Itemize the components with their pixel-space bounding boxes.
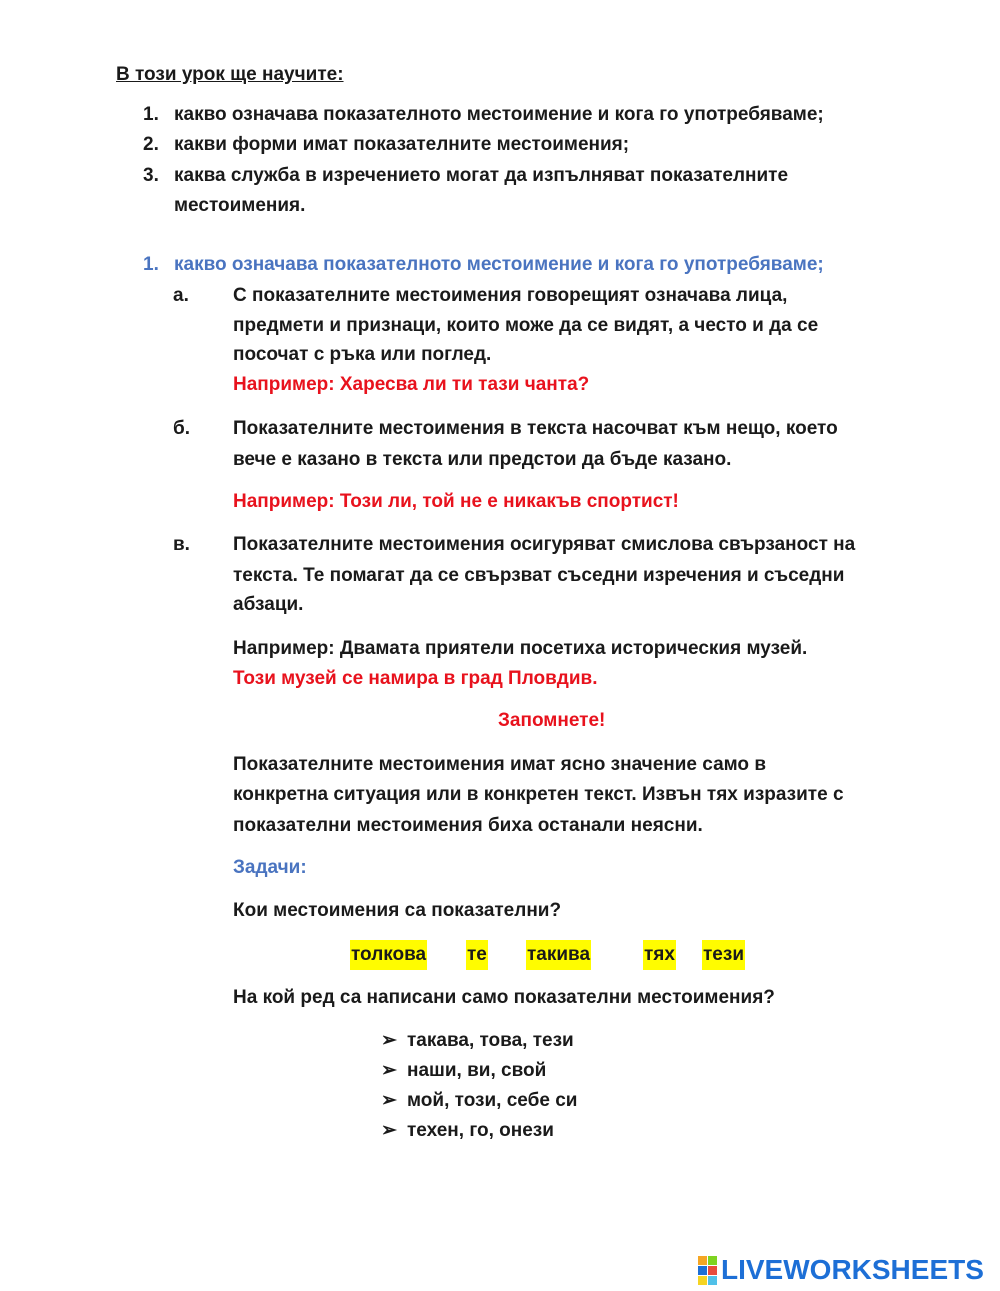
page-title: В този урок ще научите: [116, 64, 344, 85]
word-option-tyah[interactable]: тях [643, 940, 676, 970]
item-v-example: Например: Двамата приятели посетиха историческия музей. [233, 638, 808, 659]
item-a-label: а. [173, 285, 189, 306]
remember-line-2: конкретна ситуация или в конкретен текст. Извън тях изразите с [233, 784, 844, 805]
item-a-line-1: С показателните местоимения говорещият означава лица, [233, 285, 788, 306]
item-v-label: в. [173, 534, 190, 555]
remember-line-1: Показателните местоимения имат ясно значение само в [233, 754, 767, 775]
arrow-bullet-icon: ➢ [381, 1120, 397, 1141]
item-v-line-2: текста. Те помагат да се свързват съседни изречения и съседни [233, 565, 845, 586]
remember-line-3: показателни местоимения биха останали неясни. [233, 815, 703, 836]
intro-item-1-text: какво означава показателното местоимение и кога го употребяваме; [174, 104, 824, 125]
item-a-line-2: предмети и признаци, които може да се видят, а често и да се [233, 315, 819, 336]
remember-title: Запомнете! [498, 710, 606, 731]
item-b-line-1: Показателните местоимения в текста насочват към нещо, което [233, 418, 838, 439]
section-1-number: 1. [143, 254, 159, 275]
logo-blocks-icon [698, 1256, 717, 1285]
word-option-tolkova[interactable]: толкова [350, 940, 427, 970]
intro-item-2-text: какви форми имат показателните местоимения; [174, 134, 630, 155]
liveworksheets-logo [698, 1252, 984, 1288]
item-b-line-2: вече е казано в текста или предстои да бъде казано. [233, 449, 732, 470]
intro-item-3-number: 3. [143, 165, 159, 186]
arrow-bullet-icon: ➢ [381, 1090, 397, 1111]
answer-option-1[interactable] [381, 1026, 574, 1056]
answer-option-2[interactable] [381, 1056, 546, 1086]
tasks-title: Задачи: [233, 857, 307, 878]
answer-option-2-text: наши, ви, свой [407, 1060, 547, 1081]
item-b-example: Например: Този ли, той не е никакъв спортист! [233, 491, 679, 512]
logo-text: LIVEWORKSHEETS [721, 1254, 984, 1285]
answer-option-3-text: мой, този, себе си [407, 1090, 578, 1111]
word-option-takiva[interactable]: такива [526, 940, 591, 970]
item-v-line-1: Показателните местоимения осигуряват смислова свързаност на [233, 534, 856, 555]
word-option-tezi[interactable]: тези [702, 940, 745, 970]
task-question-2: На кой ред са написани само показателни местоимения? [233, 987, 775, 1008]
answer-option-4[interactable] [381, 1116, 554, 1146]
arrow-bullet-icon: ➢ [381, 1060, 397, 1081]
item-a-line-3: посочат с ръка или поглед. [233, 344, 492, 365]
item-a-example: Например: Харесва ли ти тази чанта? [233, 374, 590, 395]
item-b-label: б. [173, 418, 191, 439]
section-1-title: какво означава показателното местоимение и кога го употребяваме; [174, 254, 824, 275]
word-option-te[interactable]: те [466, 940, 488, 970]
task-question-1: Кои местоимения са показателни? [233, 900, 562, 921]
intro-item-3-text-cont: местоимения. [174, 195, 306, 216]
answer-option-1-text: такава, това, тези [407, 1030, 574, 1051]
intro-item-2-number: 2. [143, 134, 159, 155]
item-v-line-3: абзаци. [233, 594, 304, 615]
answer-option-3[interactable] [381, 1086, 577, 1116]
item-v-example-red: Този музей се намира в град Пловдив. [233, 668, 598, 689]
answer-option-4-text: техен, го, онези [407, 1120, 554, 1141]
arrow-bullet-icon: ➢ [381, 1030, 397, 1051]
intro-item-1-number: 1. [143, 104, 159, 125]
intro-item-3-text: каква служба в изречението могат да изпълняват показателните [174, 165, 789, 186]
